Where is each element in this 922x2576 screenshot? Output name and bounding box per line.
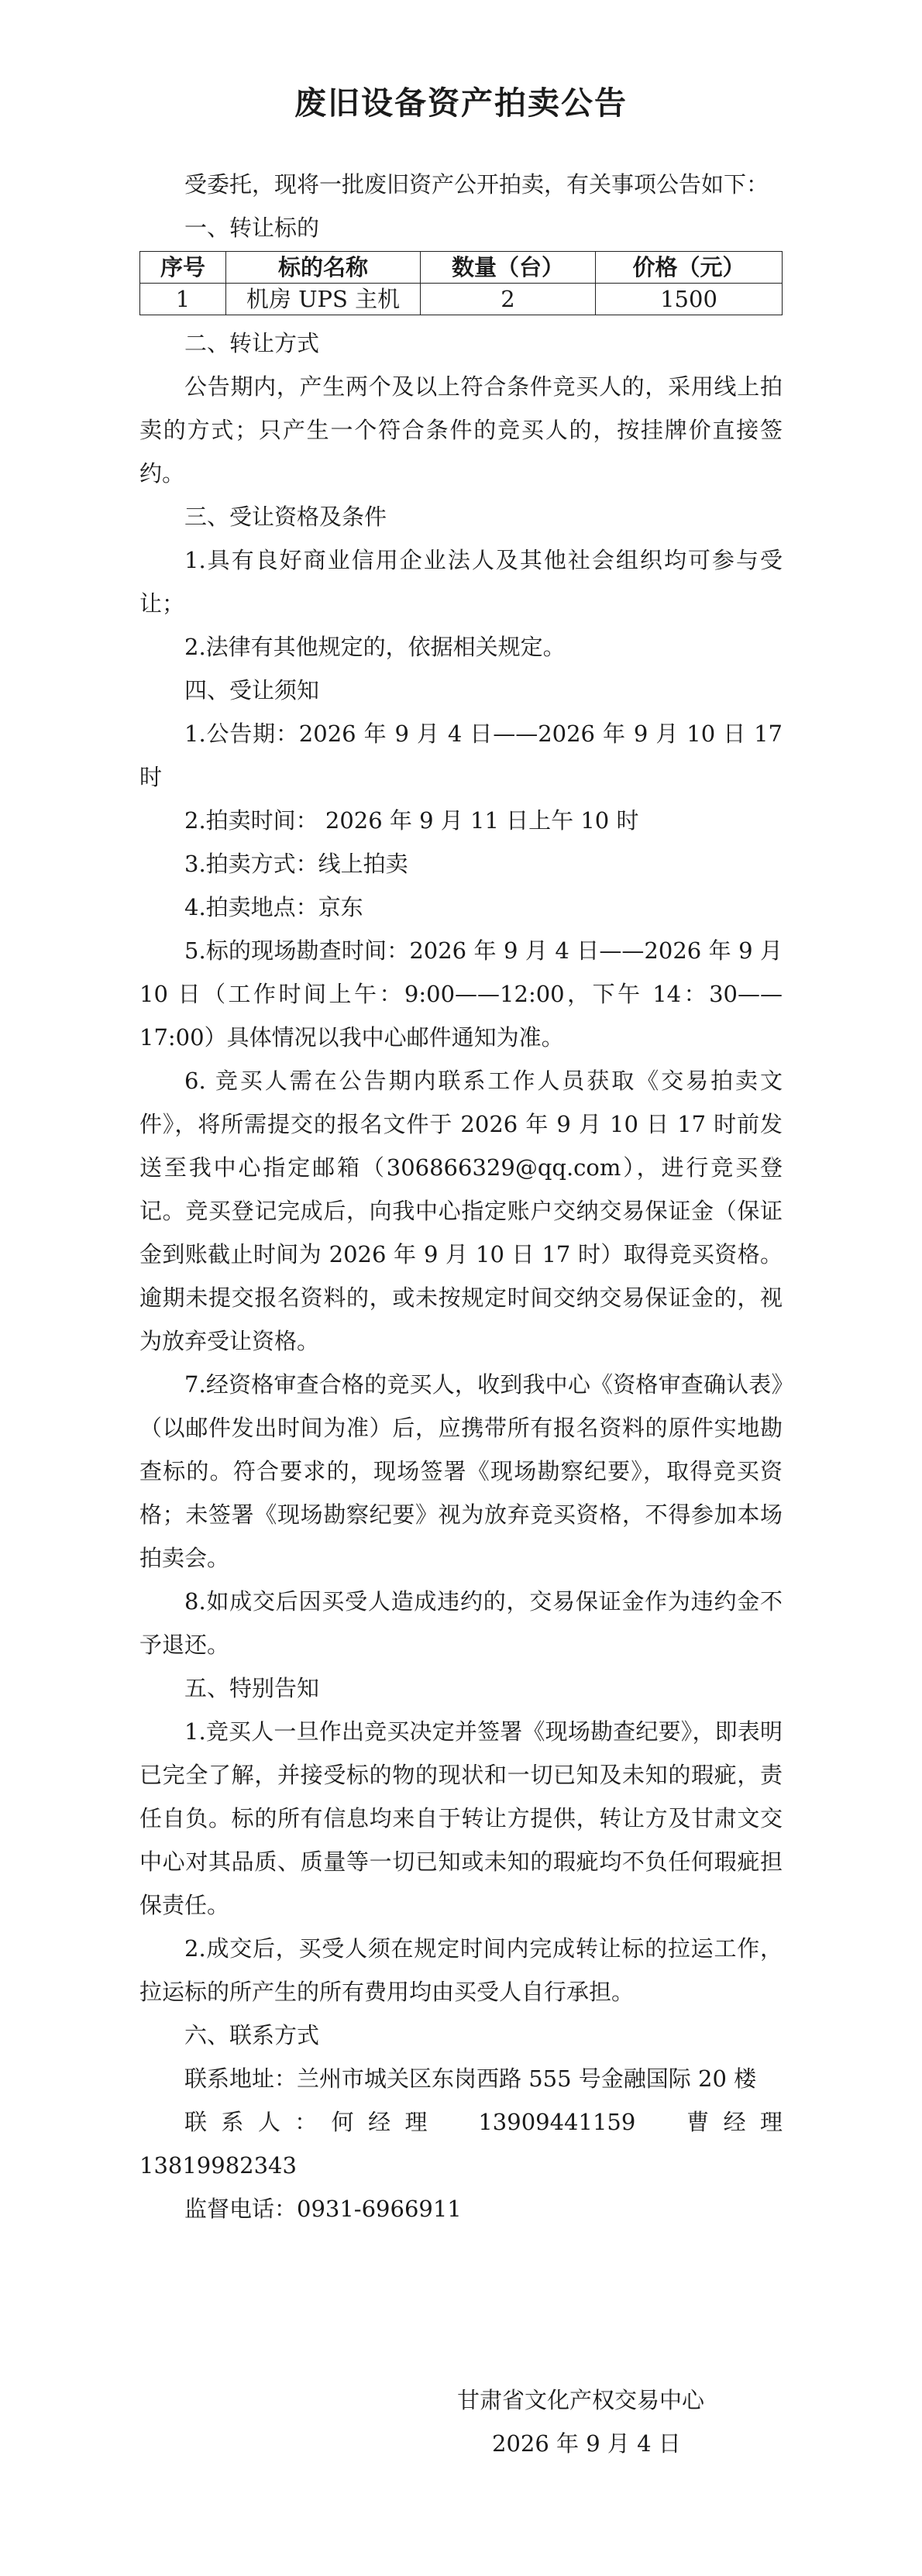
supervision-phone: 监督电话：0931-6966911 <box>184 2196 462 2222</box>
issuing-organization: 甘肃省文化产权交易中心 <box>457 2387 705 2413</box>
page-title: 废旧设备资产拍卖公告 <box>294 84 628 122</box>
items-table <box>139 251 783 315</box>
table-cell: 2 <box>421 284 596 315</box>
section-heading-2: 二、转让方式 <box>184 330 320 356</box>
paragraph: 2.拍卖时间： 2026 年 9 月 11 日上午 10 时 <box>184 807 639 834</box>
paragraph: 6. 竞买人需在公告期内联系工作人员获取《交易拍卖文件》，将所需提交的报名文件于 2026 年 9 月 10 日 17 时前发送至我中心指定邮箱（306866329@qq.com），进行竞买登记。竞买登记完成后，向我中心指定账户交纳交易保证金（保证金到账截止时间为 2026 年 9 月 10 日 17 时）取得竞买资格。逾期未提交报名资料的，或未按规定时间交纳交易保证金的，视为放弃受让资格。 <box>139 1068 783 1354</box>
column-header: 价格（元） <box>596 252 783 284</box>
paragraph: 3.拍卖方式：线上拍卖 <box>184 851 408 877</box>
table-cell: 1500 <box>596 284 783 315</box>
paragraph: 2.法律有其他规定的，依据相关规定。 <box>184 634 566 660</box>
signature-block <box>434 2378 790 2465</box>
contact-persons: 联系人：何经理 13909441159 曹经理 13819982343 <box>139 2109 806 2179</box>
table-cell: 1 <box>140 284 226 315</box>
column-header: 数量（台） <box>421 252 596 284</box>
paragraph: 2.成交后，买受人须在规定时间内完成转让标的拉运工作，拉运标的所产生的所有费用均由买受人自行承担。 <box>139 1935 783 2005</box>
section-heading-5: 五、特别告知 <box>184 1675 320 1701</box>
paragraph: 1.具有良好商业信用企业法人及其他社会组织均可参与受让； <box>139 547 783 617</box>
paragraph: 4.拍卖地点：京东 <box>184 894 363 920</box>
intro-paragraph: 受委托，现将一批废旧资产公开拍卖，有关事项公告如下： <box>184 171 769 198</box>
paragraph: 7.经资格审查合格的竞买人，收到我中心《资格审查确认表》（以邮件发出时间为准）后，应携带所有报名资料的原件实地勘查标的。符合要求的，现场签署《现场勘察纪要》，取得竞买资格；未签署《现场勘察纪要》视为放弃竞买资格，不得参加本场拍卖会。 <box>139 1371 783 1571</box>
document-body <box>139 163 806 2230</box>
paragraph: 5.标的现场勘查时间：2026 年 9 月 4 日——2026 年 9 月 10 日（工作时间上午：9:00——12:00，下午 14：30——17:00）具体情况以我中心邮件通知为准。 <box>139 937 783 1051</box>
paragraph: 8.如成交后因买受人造成违约的，交易保证金作为违约金不予退还。 <box>139 1588 783 1658</box>
section-heading-3: 三、受让资格及条件 <box>184 504 387 530</box>
paragraph: 1.竞买人一旦作出竞买决定并签署《现场勘查纪要》，即表明已完全了解，并接受标的物的现状和一切已知及未知的瑕疵，责任自负。标的所有信息均来自于转让方提供，转让方及甘肃文交中心对其品质、质量等一切已知或未知的瑕疵均不负任何瑕疵担保责任。 <box>139 1718 783 1918</box>
column-header: 序号 <box>140 252 226 284</box>
section-heading-4: 四、受让须知 <box>184 677 320 703</box>
contact-address: 联系地址：兰州市城关区东岗西路 555 号金融国际 20 楼 <box>184 2065 757 2092</box>
column-header: 标的名称 <box>226 252 421 284</box>
table-row <box>140 284 783 315</box>
paragraph: 1.公告期：2026 年 9 月 4 日——2026 年 9 月 10 日 17 时 <box>139 721 783 790</box>
section-heading-1: 一、转让标的 <box>184 215 320 241</box>
table-cell: 机房 UPS 主机 <box>226 284 421 315</box>
table-header-row <box>140 252 783 284</box>
paragraph: 公告期内，产生两个及以上符合条件竞买人的，采用线上拍卖的方式；只产生一个符合条件的竞买人的，按挂牌价直接签约。 <box>139 373 783 487</box>
issue-date: 2026 年 9 月 4 日 <box>492 2430 681 2457</box>
section-heading-6: 六、联系方式 <box>184 2022 320 2048</box>
